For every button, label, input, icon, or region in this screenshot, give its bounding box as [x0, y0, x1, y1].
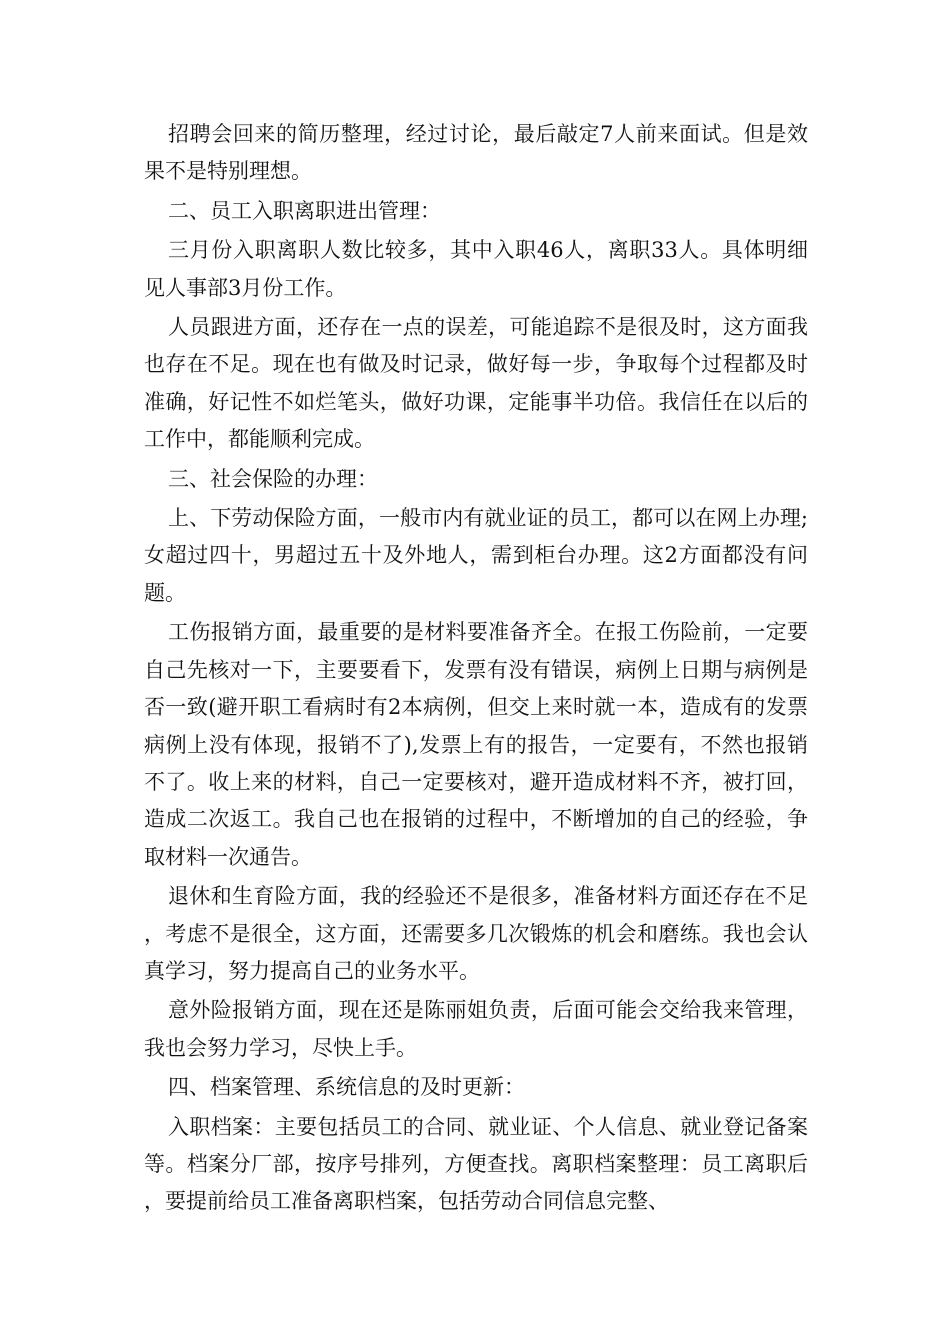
paragraph-personnel-followup: 人员跟进方面，还存在一点的误差，可能追踪不是很及时，这方面我也存在不足。现在也有做及时记录，做好每一步，争取每个过程都及时准确，好记性不如烂笔头，做好功课，定能事半功倍。我信任在以后的工作中，都能顺利完成。 — [144, 315, 808, 452]
paragraph-retirement-maternity: 退休和生育险方面，我的经验还不是很多，准备材料方面还存在不足，考虑不是很全，这方面，还需要多几次锻炼的机会和磨练。我也会认真学习，努力提高自己的业务水平。 — [144, 884, 808, 983]
paragraph-recruitment-resumes: 招聘会回来的简历整理，经过讨论，最后敲定7人前来面试。但是效果不是特别理想。 — [144, 122, 808, 184]
heading-section-2: 二、员工入职离职进出管理： — [168, 198, 441, 223]
heading-section-3: 三、社会保险的办理： — [168, 466, 378, 491]
paragraph-onboarding-archives: 入职档案：主要包括员工的合同、就业证、个人信息、就业登记备案等。档案分厂部，按序号排列，方便查找。离职档案整理：员工离职后，要提前给员工准备离职档案，包括劳动合同信息完整、 — [144, 1114, 808, 1214]
document-body — [144, 116, 808, 1223]
paragraph-labor-insurance: 上、下劳动保险方面，一般市内有就业证的员工，都可以在网上办理;女超过四十，男超过五十及外地人，需到柜台办理。这2方面都没有问题。 — [144, 506, 808, 605]
paragraph-injury-reimbursement: 工伤报销方面，最重要的是材料要准备齐全。在报工伤险前，一定要自己先核对一下，主要要看下，发票有没有错误，病例上日期与病例是否一致(避开职工看病时有2本病例，但交上来时就一本，造成有的发票病例上没有体现，报销不了),发票上有的报告，一定要有，不然也报销不了。收上来的材料，自己一定要核对，避开造成材料不齐，被打回，造成二次返工。我自己也在报销的过程中，不断增加的自己的经验，争取材料一次通告。 — [144, 620, 808, 869]
paragraph-march-onboarding: 三月份入职离职人数比较多，其中入职46人，离职33人。具体明细见人事部3月份工作。 — [144, 238, 808, 300]
heading-section-4: 四、档案管理、系统信息的及时更新： — [168, 1075, 525, 1100]
paragraph-accident-insurance: 意外险报销方面，现在还是陈丽姐负责，后面可能会交给我来管理，我也会努力学习，尽快上手。 — [144, 998, 808, 1060]
